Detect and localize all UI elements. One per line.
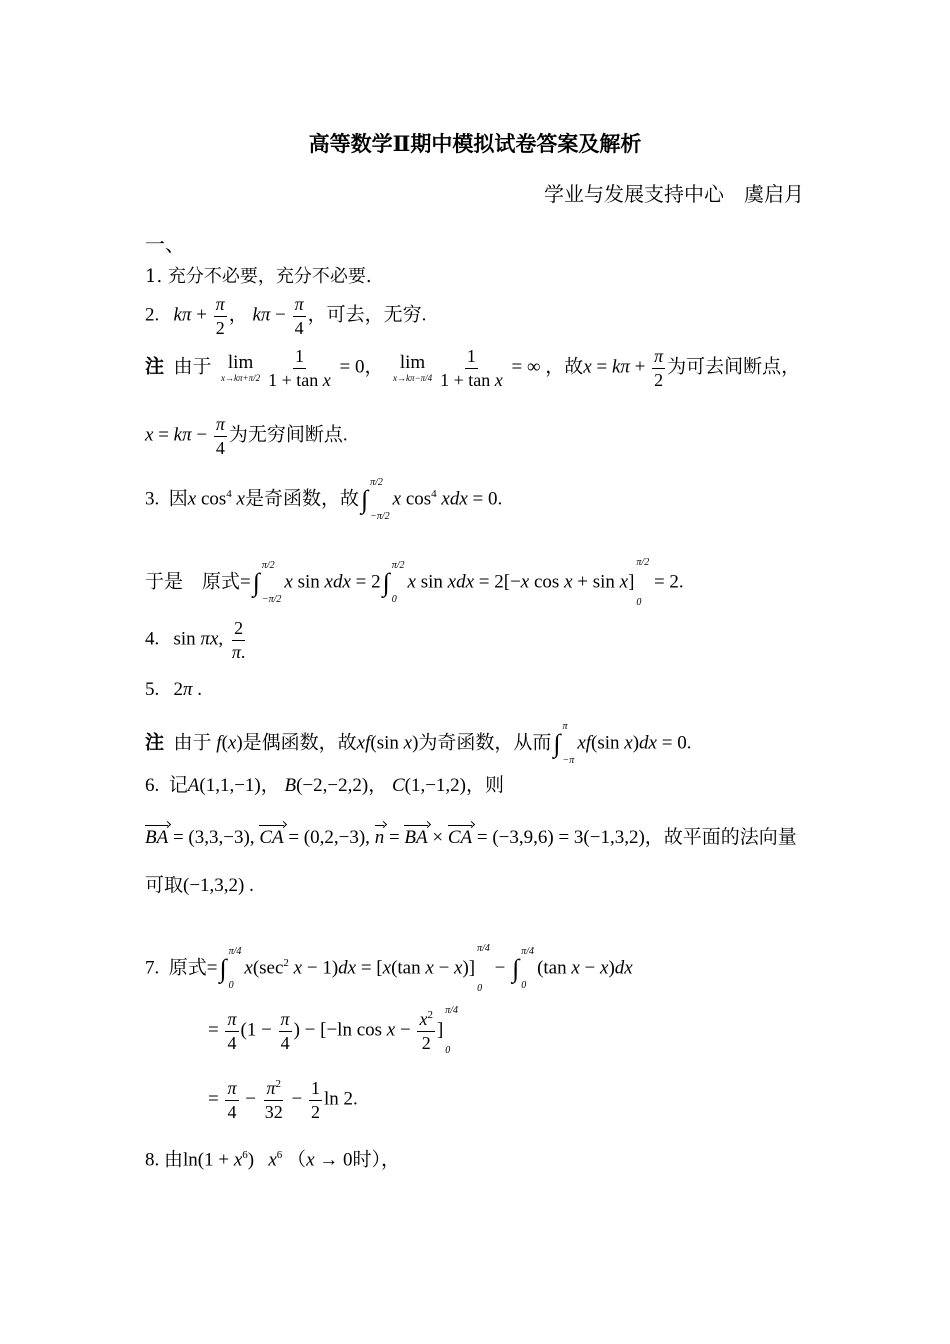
answer-8: 8. 由$\ln(1 + x^6)$ $x^6$ （x → 0时）， — [145, 1149, 401, 1171]
answer-6-cont: BA = (3,3,−3), CA = (0,2,−3), n = BA × CA = (−3,9,6) = 3(−1,3,2)，故平面的法向量 — [145, 827, 797, 848]
note-2: 注 由于 lim x→kπ+π/2 $\frac{1}{\text{1 + tan x}}$ = 0， lim x→kπ−π/4 $\frac{1}{\text{1 + tan x}}$ = ∞ ，故x = kπ + $\frac{\pi}{2}$ 为可去间断点， — [145, 346, 801, 390]
answer-2: 2. kπ + $\frac{\pi}{2}$ ， kπ − $\frac{\pi}{4}$ ，可去，无穷. — [145, 294, 427, 338]
answer-1: 1. 充分不必要，充分不必要. — [145, 266, 372, 287]
section-heading: 一、 — [145, 232, 185, 256]
answer-5: 5. 2π . — [145, 679, 203, 700]
answer-4: 4. sin πx, $\frac{2}{\pi.}$ — [145, 618, 246, 662]
answer-6: 6. 记A(1,1,−1)， B(−2,−2,2)， C(1,−1,2)，则 — [145, 775, 505, 796]
answer-7: 7. 原式=∫ π/4 0 $x(\sec^2$ x − 1)dx = [x(tan x − x)] π/4 0 − ∫ π/4 0 (tan x − x)dx — [145, 943, 633, 994]
answer-3: 3. 因x $\cos^4 x$是奇函数，故∫ π/2 −π/2 x $\cos^4$ xdx = 0. — [145, 477, 503, 522]
answer-6-cont2: 可取(−1,3,2) . — [145, 875, 254, 896]
answer-7-step2: = $\frac{\pi}{4}$ (1 − $\frac{\pi}{4}$ ) − [−ln cos x − $\frac{x^2}{2}$ ] π/4 0 — [208, 1005, 459, 1056]
author-line: 学业与发展支持中心 虞启月 — [544, 182, 804, 206]
note-5: 注 由于 f(x)是偶函数，故xf(sin x)为奇函数，从而∫ π −π xf(sin x)dx = 0. — [145, 721, 692, 766]
page-title: 高等数学Ⅱ期中模拟试卷答案及解析 — [308, 131, 642, 156]
answer-7-step3: = $\frac{\pi}{4}$ − $\frac{\pi^2}{32}$ − $\frac{1}{2}$ ln 2. — [208, 1078, 358, 1122]
answer-3-cont: 于是 原式=∫ π/2 −π/2 x sin xdx = 2∫ π/2 0 x sin xdx = 2[−x cos x + sin x] π/2 0 = 2. — [145, 557, 684, 608]
note-2-cont: x = kπ − $\frac{\pi}{4}$ 为无穷间断点. — [145, 414, 348, 458]
